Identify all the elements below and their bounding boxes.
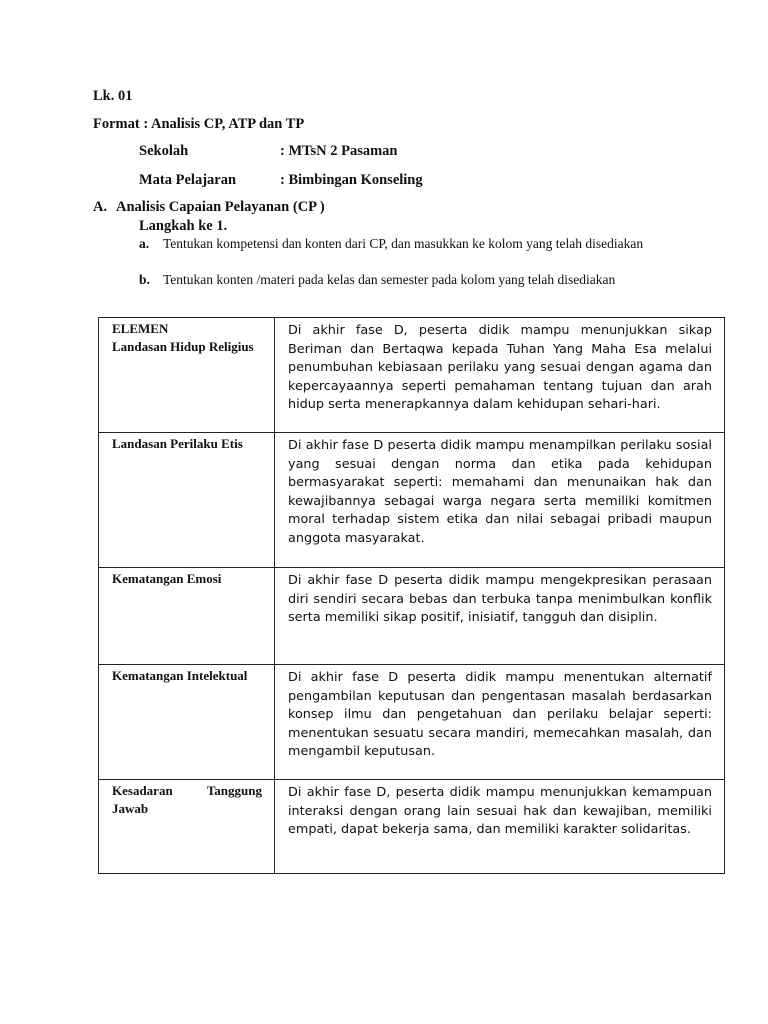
step-a-text: Tentukan kompetensi dan konten dari CP, dan masukkan ke kolom yang telah disediakan (163, 236, 644, 251)
description-cell: Di akhir fase D peserta didik mampu mengekpresikan perasaan diri sendiri secara bebas dan terbuka tanpa menimbulkan konflik serta memiliki sikap positif, inisiatif, tangguh dan disiplin. (275, 568, 725, 665)
element-cell (99, 318, 275, 433)
table-row (99, 568, 725, 665)
table-row (99, 433, 725, 568)
description-cell: Di akhir fase D peserta didik mampu menentukan alternatif pengambilan keputusan dan pengentasan masalah berdasarkan konsep ilmu dan pengetahuan dan perilaku belajar seperti: menentukan sesuatu secara mandiri, memecahkan masalah, dan mengambil keputusan. (275, 665, 725, 780)
table-row (99, 318, 725, 433)
element-cell (99, 665, 275, 780)
element-cell (99, 568, 275, 665)
format-title: Format : Analisis CP, ATP dan TP (93, 116, 305, 132)
cp-analysis-table (98, 317, 725, 874)
table-row (99, 665, 725, 780)
element-name: Landasan Hidup Religius (112, 339, 254, 354)
element-header: ELEMEN (112, 321, 169, 336)
step-heading: Langkah ke 1. (139, 218, 228, 234)
section-a-letter: A. (93, 199, 108, 215)
step-b-letter: b. (139, 272, 150, 287)
element-name: Kesadaran Tanggung Jawab (112, 783, 262, 816)
table-row (99, 780, 725, 874)
element-name: Landasan Perilaku Etis (112, 436, 243, 451)
worksheet-number: Lk. 01 (93, 88, 133, 104)
sekolah-value: : MTsN 2 Pasaman (280, 143, 398, 159)
description-cell: Di akhir fase D, peserta didik mampu menunjukkan kemampuan interaksi dengan orang lain sesuai hak dan kewajiban, memiliki empati, dapat bekerja sama, dan memiliki karakter solidaritas. (275, 780, 725, 874)
element-cell (99, 433, 275, 568)
description-cell: Di akhir fase D peserta didik mampu menampilkan perilaku sosial yang sesuai dengan norma dan etika pada kehidupan bermasyarakat seperti: memahami dan menunaikan hak dan kewajibannya sebagai warga negara serta memiliki komitmen moral terhadap sistem etika dan nilai sebagai pribadi maupun anggota masyarakat. (275, 433, 725, 568)
mapel-value: : Bimbingan Konseling (280, 172, 423, 188)
element-cell (99, 780, 275, 874)
step-a-letter: a. (139, 236, 150, 251)
sekolah-label: Sekolah (139, 143, 189, 159)
section-a-title: Analisis Capaian Pelayanan (CP ) (116, 199, 325, 215)
description-cell: Di akhir fase D, peserta didik mampu menunjukkan sikap Beriman dan Bertaqwa kepada Tuhan Yang Maha Esa melalui penumbuhan kebiasaan perilaku yang sesuai dengan agama dan kepercayaannya seperti pemahaman tentang tujuan dan arah hidup serta menerapkannya dalam kehidupan sehari-hari. (275, 318, 725, 433)
element-name: Kematangan Emosi (112, 571, 222, 586)
mapel-label: Mata Pelajaran (139, 172, 237, 188)
step-b-text: Tentukan konten /materi pada kelas dan semester pada kolom yang telah disediakan (163, 272, 616, 287)
element-name: Kematangan Intelektual (112, 668, 248, 683)
